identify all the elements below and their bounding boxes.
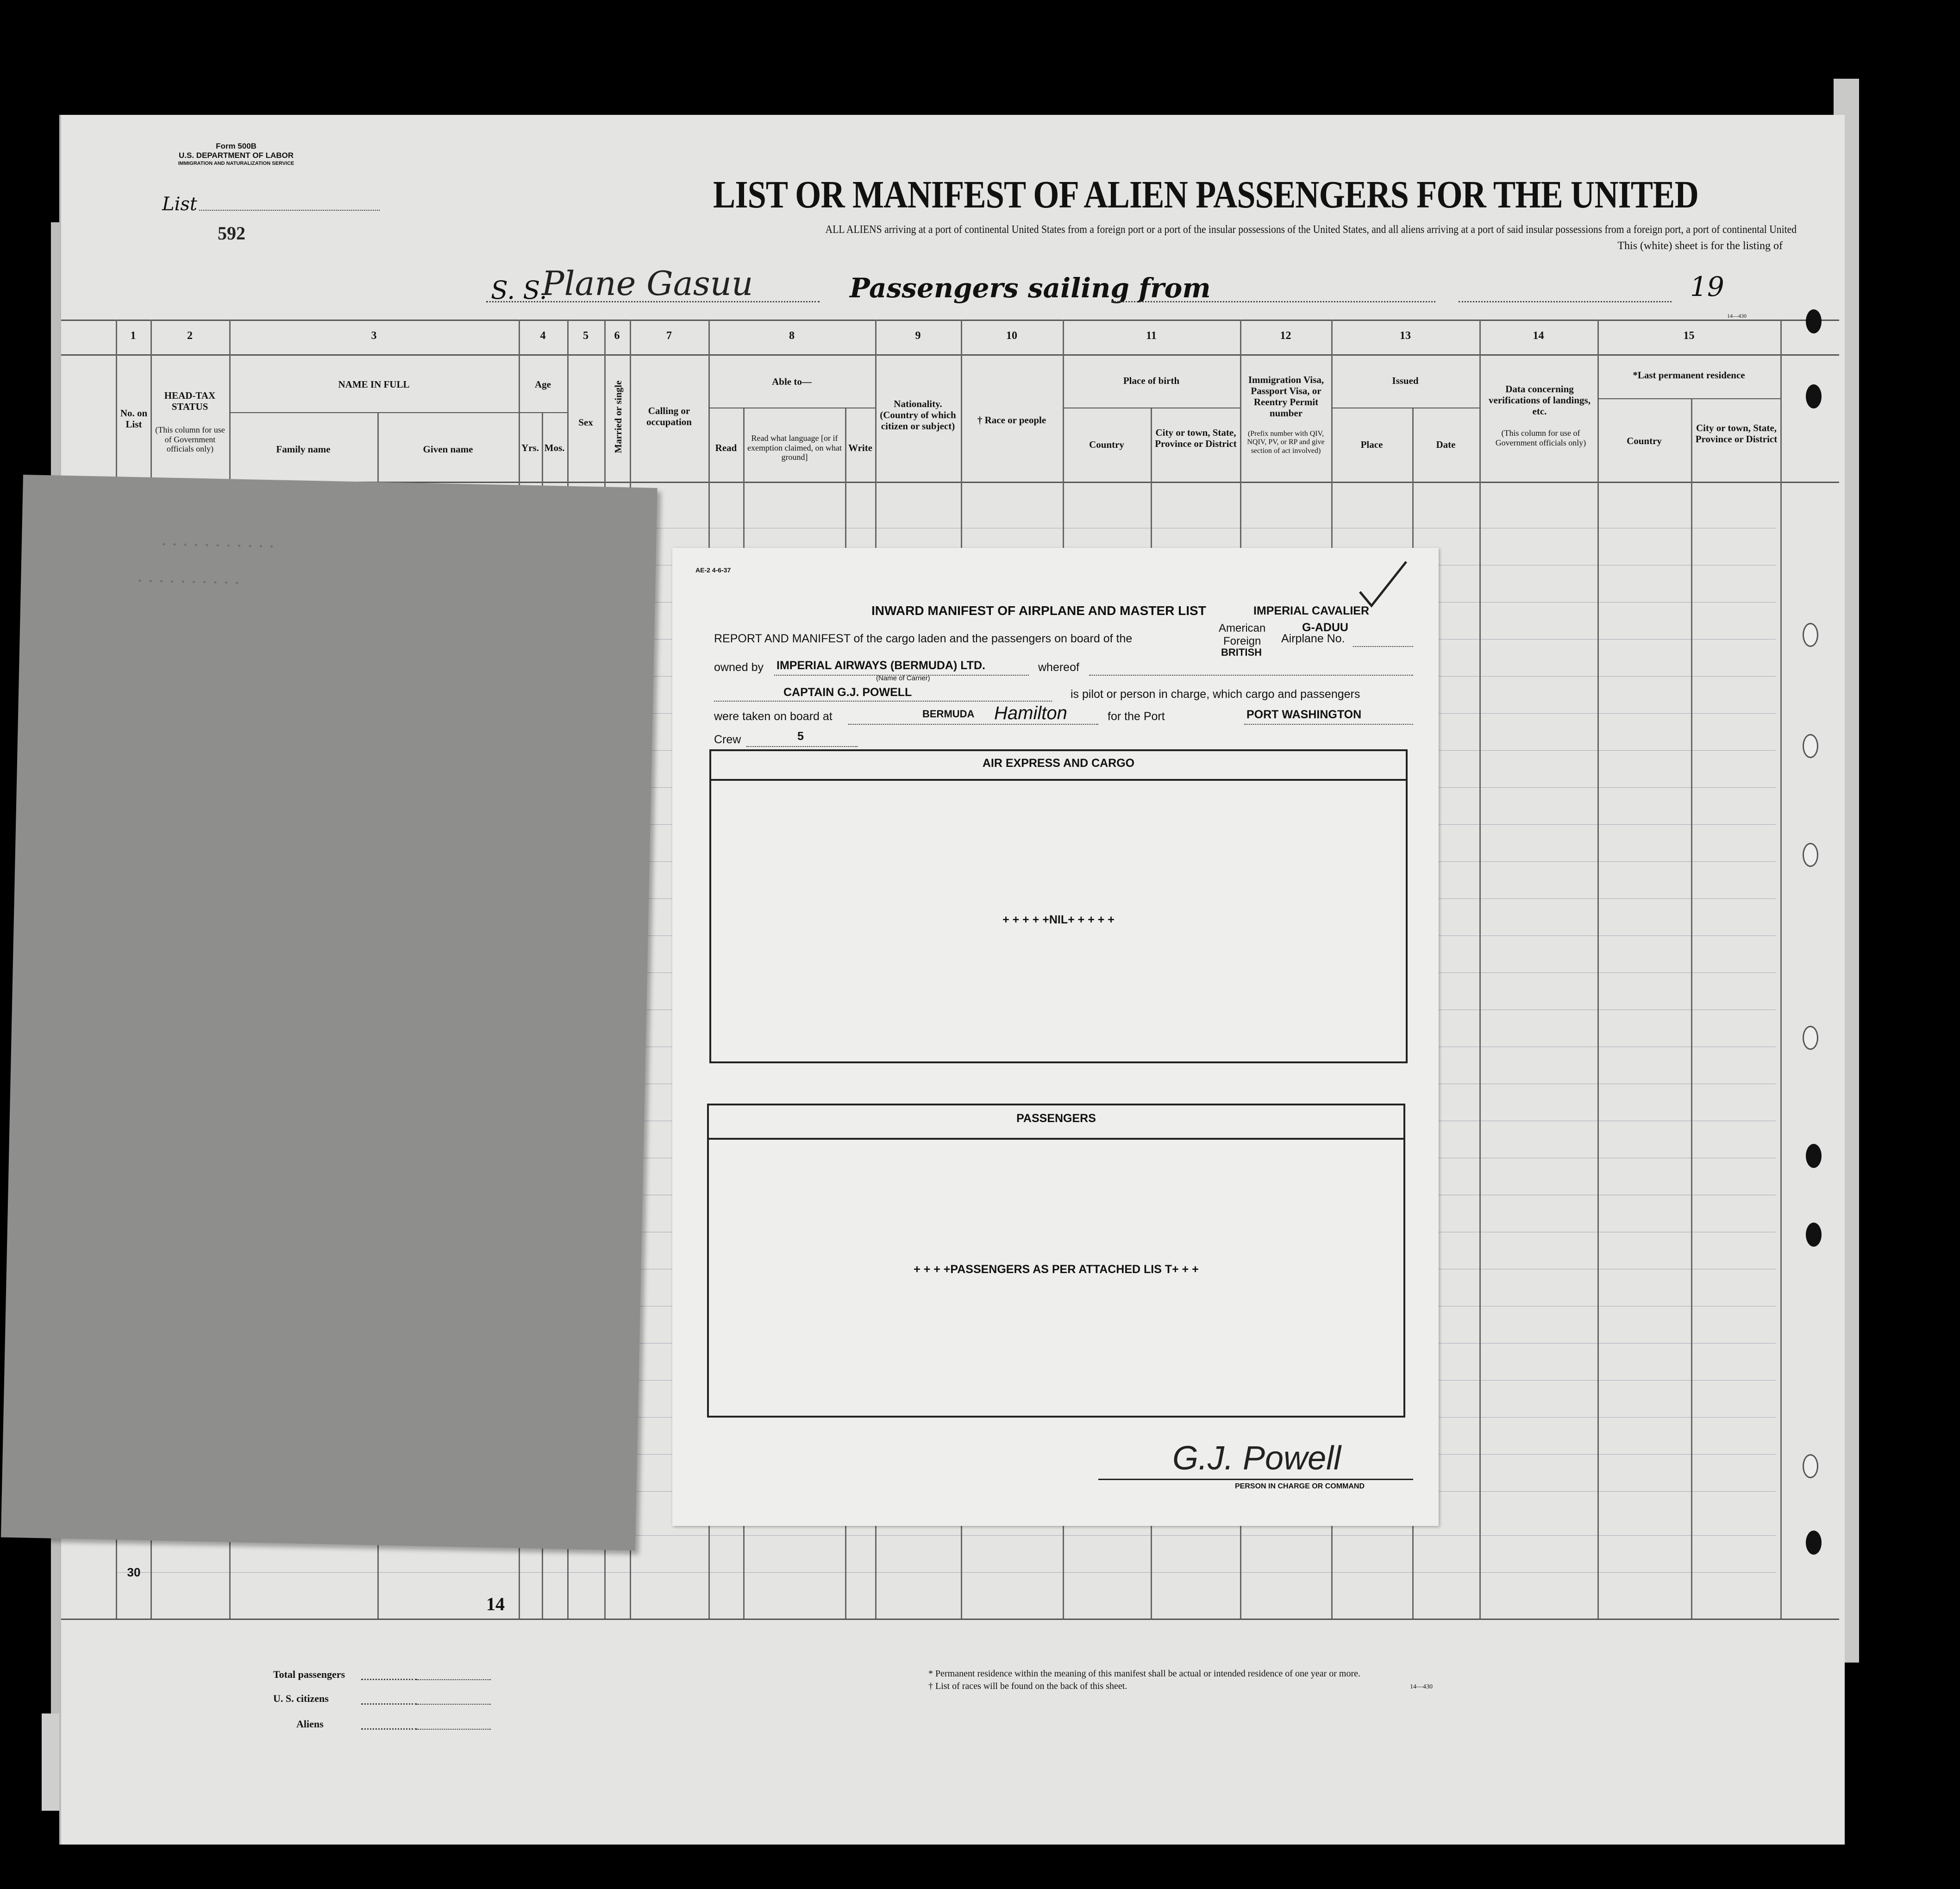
row-number-30: 30: [127, 1565, 141, 1579]
signature: G.J. Powell: [1172, 1440, 1341, 1477]
page-number: 14: [486, 1594, 505, 1614]
col-number-10: 10: [1006, 330, 1017, 342]
ae2-crew: 5: [797, 730, 804, 743]
hdr-visa: Immigration Visa, Passport Visa, or Reentry Permit number: [1248, 374, 1324, 419]
vessel-line: [486, 301, 820, 302]
col-number-7: 7: [666, 330, 672, 342]
form-number: Form 500B: [216, 142, 257, 151]
ae2-name-of-carrier: (Name of Carrier): [876, 674, 930, 682]
hdr-yrs: Yrs.: [521, 442, 539, 453]
ae2-port-label: for the Port: [1108, 710, 1165, 723]
hdr-issued-date: Date: [1436, 439, 1456, 450]
hdr-res-country: Country: [1627, 435, 1662, 446]
cargo-entry: + + + + +NIL+ + + + +: [1002, 913, 1115, 926]
binder-hole: [1806, 384, 1822, 408]
hdr-family-name: Family name: [276, 444, 331, 455]
footnote-residence: * Permanent residence within the meaning of this manifest shall be actual or intended residence of one year or more.: [928, 1669, 1361, 1679]
passengers-box: [707, 1104, 1405, 1418]
col-number-15: 15: [1683, 330, 1695, 342]
check-mark-icon: [1358, 559, 1409, 610]
colnum-rule: [61, 354, 1839, 356]
hdr-issued: Issued: [1392, 375, 1419, 386]
hdr-pob-country: Country: [1089, 439, 1124, 450]
hdr-res-city: City or town, State, Province or District: [1695, 422, 1778, 445]
passengers-entry: + + + +PASSENGERS AS PER ATTACHED LIS T+ + +: [914, 1263, 1199, 1276]
corner-code: 14—430: [1727, 313, 1747, 319]
vessel-name-handwritten: Plane Gasuu: [542, 264, 753, 303]
col-number-3: 3: [371, 330, 377, 342]
col-number-5: 5: [583, 330, 589, 342]
hdr-age: Age: [535, 379, 551, 390]
binder-hole: [1803, 623, 1818, 647]
ae2-owned-by-label: owned by: [714, 661, 764, 674]
binder-hole: [1806, 1223, 1822, 1247]
ae2-taken-hand: Hamilton: [994, 703, 1067, 723]
hdr-write: Write: [848, 442, 873, 453]
hdr-read-what: Read what language [or if exemption claimed, on what ground]: [747, 433, 842, 462]
inward-manifest-form: [672, 548, 1439, 1526]
cargo-box: [709, 749, 1408, 1063]
page-title: LIST OR MANIFEST OF ALIEN PASSENGERS FOR THE UNITED: [713, 173, 1698, 216]
hdr-no-on-list: No. on List: [120, 408, 148, 430]
date-line: [1459, 301, 1672, 302]
hdr-head-tax: HEAD-TAX STATUS: [164, 390, 216, 413]
signature-line: [1098, 1479, 1413, 1480]
hdr-verifications-note: (This column for use of Government officials only): [1495, 428, 1586, 447]
hdr-read: Read: [715, 442, 737, 453]
col-number-9: 9: [915, 330, 921, 342]
list-line: [199, 210, 380, 211]
ae2-crew-label: Crew: [714, 733, 741, 746]
signature-caption: PERSON IN CHARGE OR COMMAND: [1235, 1482, 1365, 1490]
hdr-calling: Calling or occupation: [646, 405, 692, 428]
hdr-sex: Sex: [578, 417, 593, 428]
binder-hole: [1803, 1026, 1818, 1050]
hdr-last-residence: *Last permanent residence: [1633, 370, 1745, 381]
hdr-name-in-full: NAME IN FULL: [338, 379, 410, 390]
hdr-place-of-birth: Place of birth: [1123, 375, 1180, 386]
sailing-from-line: [1111, 301, 1435, 302]
ae2-taken-label: were taken on board at: [714, 710, 833, 723]
ae2-american: American: [1219, 622, 1266, 634]
subtitle-line2: This (white) sheet is for the listing of: [1617, 240, 1783, 252]
us-citizens-label: U. S. citizens: [273, 1693, 329, 1704]
ae2-nationality: BRITISH: [1221, 646, 1262, 658]
binder-hole: [1803, 843, 1818, 867]
binder-hole: [1803, 734, 1818, 758]
ae2-airplane-no-label: Airplane No.: [1281, 632, 1345, 645]
hdr-mos: Mos.: [544, 442, 565, 453]
list-label: List: [162, 194, 197, 215]
ae2-report-label: REPORT AND MANIFEST of the cargo laden and the passengers on board of the: [714, 632, 1133, 645]
ae2-title: INWARD MANIFEST OF AIRPLANE AND MASTER LIST: [871, 603, 1206, 618]
binder-hole: [1806, 1531, 1822, 1555]
binder-hole: [1806, 309, 1822, 333]
footnote-code: 14—430: [1410, 1683, 1433, 1690]
col-number-4: 4: [540, 330, 546, 342]
col-number-1: 1: [130, 330, 136, 342]
ae2-pilot-suffix: is pilot or person in charge, which cargo and passengers: [1071, 688, 1360, 701]
col-number-12: 12: [1280, 330, 1291, 342]
hdr-given-name: Given name: [423, 444, 473, 455]
binder-hole: [1803, 1454, 1818, 1478]
ss-label: S. S.: [491, 276, 547, 305]
hdr-pob-city: City or town, State, Province or District: [1155, 427, 1237, 450]
ae2-pilot: CAPTAIN G.J. POWELL: [783, 686, 912, 699]
ae2-taken-at: BERMUDA: [922, 708, 975, 720]
col-number-6: 6: [614, 330, 620, 342]
hdr-married: Married or single: [612, 380, 624, 453]
overlaid-tissue-sheet: · · · · · · · · · · · · · · · · · · · · ·: [1, 475, 658, 1550]
sailing-label: Passengers sailing from: [850, 272, 1211, 304]
year-prefix: 19: [1690, 271, 1724, 302]
ae2-airplane-no: G-ADUU: [1302, 621, 1348, 634]
ae2-form-code: AE-2 4-6-37: [695, 566, 731, 574]
list-mark: 592: [218, 223, 245, 244]
col-number-2: 2: [187, 330, 193, 342]
ae2-owner: IMPERIAL AIRWAYS (BERMUDA) LTD.: [776, 659, 985, 672]
table-top-rule: [61, 320, 1839, 321]
table-bottom-rule: [61, 1619, 1839, 1620]
hdr-race: † Race or people: [977, 414, 1046, 426]
cargo-title: AIR EXPRESS AND CARGO: [982, 757, 1135, 770]
ae2-whereof: whereof: [1038, 661, 1079, 674]
ae2-aircraft-name: IMPERIAL CAVALIER: [1253, 604, 1370, 617]
subtitle-line1: ALL ALIENS arriving at a port of continental United States from a foreign port or a port of the insular possessions of the United States, and all aliens arriving at a port of said insular possessions from a foreign port, a port of continental United: [825, 224, 1797, 236]
hdr-issued-place: Place: [1360, 439, 1383, 450]
hdr-nationality: Nationality. (Country of which citizen or subject): [880, 398, 956, 432]
ae2-foreign: Foreign: [1223, 635, 1261, 647]
hdr-able-to: Able to—: [772, 376, 812, 387]
col-number-11: 11: [1146, 330, 1157, 342]
col-number-8: 8: [789, 330, 795, 342]
ae2-port: PORT WASHINGTON: [1246, 708, 1362, 721]
binder-hole: [1806, 1144, 1822, 1168]
hdr-head-tax-note: (This column for use of Government officials only): [155, 425, 225, 454]
total-passengers-label: Total passengers: [273, 1669, 345, 1680]
aliens-label: Aliens: [296, 1718, 324, 1730]
form-header: [153, 142, 319, 167]
passengers-title: PASSENGERS: [1016, 1112, 1096, 1125]
col-number-13: 13: [1400, 330, 1411, 342]
department: U.S. DEPARTMENT OF LABOR: [178, 151, 294, 160]
footnote-races: † List of races will be found on the back of this sheet.: [928, 1681, 1127, 1691]
hdr-visa-note: (Prefix number with QIV, NQIV, PV, or RP and give section of act involved): [1247, 430, 1325, 455]
service: IMMIGRATION AND NATURALIZATION SERVICE: [178, 160, 294, 166]
col-number-14: 14: [1533, 330, 1544, 342]
hdr-verifications: Data concerning verifications of landings, etc.: [1489, 383, 1591, 417]
